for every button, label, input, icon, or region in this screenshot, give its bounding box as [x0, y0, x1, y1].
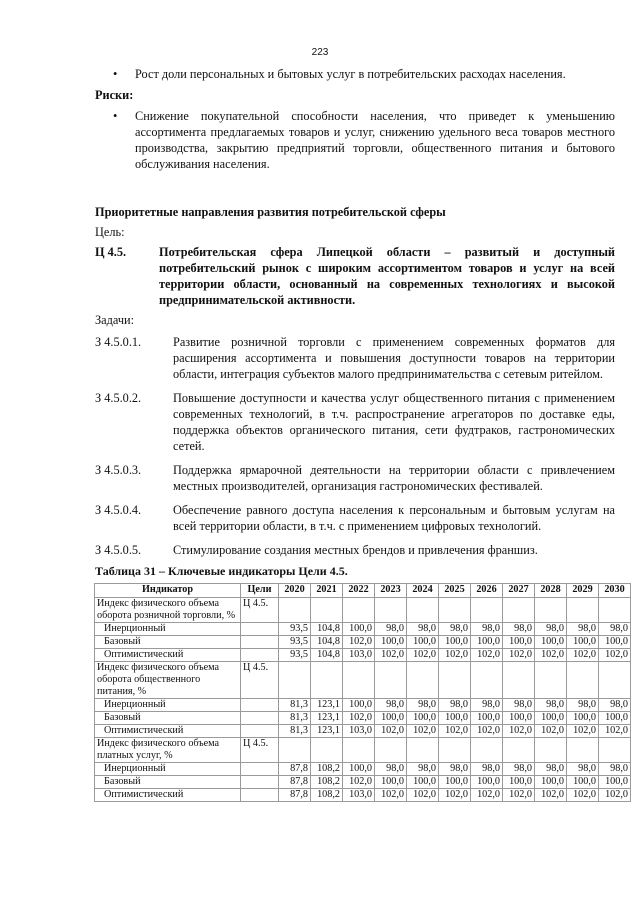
value-cell: 100,0: [407, 776, 439, 789]
task-code: З 4.5.0.3.: [95, 463, 142, 477]
value-cell: 81,3: [279, 725, 311, 738]
scenario-label: Оптимистический: [95, 649, 241, 662]
value-cell: 102,0: [407, 725, 439, 738]
value-cell: 98,0: [407, 763, 439, 776]
column-header: Индикатор: [95, 584, 241, 598]
value-cell: 102,0: [567, 649, 599, 662]
table-row: [95, 763, 631, 776]
indicators-table: [94, 583, 631, 802]
task-item: [95, 334, 615, 382]
value-cell: 103,0: [343, 649, 375, 662]
table-cell: [241, 763, 279, 776]
risks-heading: Риски:: [95, 88, 134, 102]
value-cell: 100,0: [599, 712, 631, 725]
table-cell: [241, 725, 279, 738]
table-cell: [535, 598, 567, 623]
table-cell: [567, 738, 599, 763]
page-number: 223: [311, 47, 329, 58]
value-cell: 102,0: [535, 649, 567, 662]
value-cell: 102,0: [439, 725, 471, 738]
value-cell: 98,0: [535, 699, 567, 712]
task-code: З 4.5.0.5.: [95, 543, 142, 557]
value-cell: 100,0: [567, 636, 599, 649]
scenario-label: Оптимистический: [95, 789, 241, 802]
scenario-label: Инерционный: [95, 623, 241, 636]
value-cell: 98,0: [439, 623, 471, 636]
value-cell: 102,0: [567, 789, 599, 802]
task-text: Повышение доступности и качества услуг общественного питания с применением современных технологий, в т.ч. распространение агрегаторов по доставке еды, поддержка объектов органического питания, сети фудтраков, гастрономических сетей.: [173, 391, 615, 453]
column-header: 2020: [279, 584, 311, 598]
table-header-row: [95, 584, 631, 598]
value-cell: 100,0: [503, 712, 535, 725]
table-cell: [241, 649, 279, 662]
table-cell: [535, 662, 567, 699]
table-cell: [375, 598, 407, 623]
value-cell: 102,0: [535, 789, 567, 802]
table-cell: [471, 598, 503, 623]
scenario-label: Базовый: [95, 776, 241, 789]
task-text: Обеспечение равного доступа населения к персональным и бытовым услугам на всей территории области, в т.ч. с применением цифровых технологий.: [173, 503, 615, 533]
column-header: Цели: [241, 584, 279, 598]
task-text: Развитие розничной торговли с применением современных форматов для расширения ассортимента и повышения доступности товаров на территории области, интеграция субъектов малого предпринимательства с сетевым ритейлом.: [173, 335, 615, 381]
value-cell: 123,1: [311, 699, 343, 712]
value-cell: 102,0: [471, 649, 503, 662]
indicator-goal: Ц 4.5.: [241, 662, 279, 699]
value-cell: 102,0: [343, 712, 375, 725]
table-cell: [241, 712, 279, 725]
table-cell: [439, 662, 471, 699]
value-cell: 100,0: [599, 636, 631, 649]
column-header: 2025: [439, 584, 471, 598]
value-cell: 102,0: [503, 725, 535, 738]
table-row: [95, 712, 631, 725]
table-cell: [375, 738, 407, 763]
value-cell: 98,0: [375, 699, 407, 712]
table-cell: [407, 662, 439, 699]
value-cell: 100,0: [535, 636, 567, 649]
task-code: З 4.5.0.4.: [95, 503, 142, 517]
value-cell: 108,2: [311, 776, 343, 789]
value-cell: 102,0: [407, 649, 439, 662]
value-cell: 123,1: [311, 725, 343, 738]
goal-block: [95, 244, 615, 308]
value-cell: 100,0: [535, 712, 567, 725]
section-heading: Приоритетные направления развития потребительской сферы: [95, 205, 446, 219]
value-cell: 102,0: [567, 725, 599, 738]
value-cell: 108,2: [311, 763, 343, 776]
column-header: 2023: [375, 584, 407, 598]
table-cell: [503, 598, 535, 623]
value-cell: 93,5: [279, 623, 311, 636]
value-cell: 100,0: [471, 636, 503, 649]
value-cell: 100,0: [343, 623, 375, 636]
value-cell: 102,0: [503, 649, 535, 662]
table-cell: [535, 738, 567, 763]
value-cell: 100,0: [567, 712, 599, 725]
value-cell: 98,0: [567, 699, 599, 712]
value-cell: 100,0: [503, 776, 535, 789]
value-cell: 98,0: [535, 623, 567, 636]
table-cell: [567, 662, 599, 699]
value-cell: 98,0: [599, 699, 631, 712]
value-cell: 100,0: [567, 776, 599, 789]
bullet-icon: •: [113, 67, 118, 81]
scenario-label: Базовый: [95, 712, 241, 725]
task-item: [95, 542, 615, 558]
value-cell: 100,0: [375, 636, 407, 649]
table-row: [95, 598, 631, 623]
value-cell: 103,0: [343, 725, 375, 738]
value-cell: 102,0: [471, 789, 503, 802]
value-cell: 102,0: [599, 789, 631, 802]
value-cell: 100,0: [343, 763, 375, 776]
indicator-name: Индекс физического объема оборота розничной торговли, %: [95, 598, 241, 623]
value-cell: 98,0: [503, 623, 535, 636]
column-header: 2024: [407, 584, 439, 598]
table-cell: [503, 662, 535, 699]
value-cell: 100,0: [343, 699, 375, 712]
value-cell: 102,0: [375, 789, 407, 802]
value-cell: 108,2: [311, 789, 343, 802]
value-cell: 98,0: [567, 623, 599, 636]
table-cell: [599, 662, 631, 699]
value-cell: 98,0: [503, 763, 535, 776]
value-cell: 100,0: [599, 776, 631, 789]
bullet-text: Рост доли персональных и бытовых услуг в потребительских расходах населения.: [135, 67, 566, 81]
column-header: 2030: [599, 584, 631, 598]
value-cell: 102,0: [599, 649, 631, 662]
value-cell: 87,8: [279, 763, 311, 776]
table-cell: [567, 598, 599, 623]
table-cell: [599, 738, 631, 763]
table-cell: [241, 776, 279, 789]
table-cell: [471, 662, 503, 699]
table-row: [95, 649, 631, 662]
table-cell: [439, 598, 471, 623]
table-cell: [241, 623, 279, 636]
value-cell: 102,0: [599, 725, 631, 738]
value-cell: 98,0: [503, 699, 535, 712]
table-cell: [279, 662, 311, 699]
table-cell: [311, 738, 343, 763]
table-cell: [279, 738, 311, 763]
value-cell: 100,0: [503, 636, 535, 649]
task-item: [95, 462, 615, 494]
value-cell: 100,0: [375, 776, 407, 789]
list-item: [95, 66, 615, 82]
table-row: [95, 662, 631, 699]
table-row: [95, 725, 631, 738]
value-cell: 100,0: [439, 712, 471, 725]
value-cell: 100,0: [471, 776, 503, 789]
table-cell: [407, 598, 439, 623]
value-cell: 81,3: [279, 712, 311, 725]
task-text: Поддержка ярмарочной деятельности на территории области с привлечением местных производителей, организация гастрономических фестивалей.: [173, 463, 615, 493]
table-cell: [343, 738, 375, 763]
value-cell: 93,5: [279, 636, 311, 649]
value-cell: 93,5: [279, 649, 311, 662]
table-row: [95, 623, 631, 636]
value-cell: 102,0: [535, 725, 567, 738]
value-cell: 102,0: [471, 725, 503, 738]
task-code: З 4.5.0.1.: [95, 335, 142, 349]
table-row: [95, 776, 631, 789]
column-header: 2026: [471, 584, 503, 598]
risks-list: [95, 108, 615, 172]
bullet-icon: •: [113, 109, 118, 123]
value-cell: 102,0: [375, 725, 407, 738]
table-cell: [503, 738, 535, 763]
value-cell: 98,0: [471, 763, 503, 776]
table-cell: [241, 789, 279, 802]
scenario-label: Инерционный: [95, 763, 241, 776]
tasks-label: Задачи:: [95, 313, 135, 327]
value-cell: 98,0: [439, 763, 471, 776]
column-header: 2022: [343, 584, 375, 598]
goal-code: Ц 4.5.: [95, 245, 127, 259]
table-cell: [471, 738, 503, 763]
scenario-label: Базовый: [95, 636, 241, 649]
value-cell: 100,0: [535, 776, 567, 789]
value-cell: 102,0: [503, 789, 535, 802]
table-cell: [343, 662, 375, 699]
value-cell: 98,0: [407, 623, 439, 636]
table-row: [95, 789, 631, 802]
table-cell: [375, 662, 407, 699]
value-cell: 123,1: [311, 712, 343, 725]
table-cell: [241, 636, 279, 649]
indicator-name: Индекс физического объема оборота общественного питания, %: [95, 662, 241, 699]
value-cell: 98,0: [375, 763, 407, 776]
risk-text: Снижение покупательной способности населения, что приведет к уменьшению ассортимента предлагаемых товаров и услуг, снижению удельного веса товаров местного производства, закрытию предприятий торговли, общественного питания и бытового обслуживания населения.: [135, 109, 615, 171]
value-cell: 98,0: [375, 623, 407, 636]
value-cell: 102,0: [407, 789, 439, 802]
table-cell: [439, 738, 471, 763]
value-cell: 100,0: [439, 636, 471, 649]
value-cell: 98,0: [535, 763, 567, 776]
goal-label: Цель:: [95, 225, 125, 239]
indicator-goal: Ц 4.5.: [241, 738, 279, 763]
top-bullet-list: [95, 66, 615, 82]
column-header: 2021: [311, 584, 343, 598]
table-cell: [311, 662, 343, 699]
value-cell: 87,8: [279, 776, 311, 789]
value-cell: 98,0: [471, 699, 503, 712]
list-item: [95, 108, 615, 172]
value-cell: 103,0: [343, 789, 375, 802]
column-header: 2028: [535, 584, 567, 598]
table-cell: [407, 738, 439, 763]
value-cell: 104,8: [311, 649, 343, 662]
table-cell: [279, 598, 311, 623]
task-item: [95, 390, 615, 454]
table-cell: [241, 699, 279, 712]
value-cell: 104,8: [311, 623, 343, 636]
task-code: З 4.5.0.2.: [95, 391, 142, 405]
value-cell: 98,0: [599, 623, 631, 636]
value-cell: 98,0: [599, 763, 631, 776]
value-cell: 100,0: [407, 636, 439, 649]
value-cell: 81,3: [279, 699, 311, 712]
column-header: 2027: [503, 584, 535, 598]
table-body: [95, 598, 631, 802]
value-cell: 98,0: [471, 623, 503, 636]
table-row: [95, 636, 631, 649]
value-cell: 102,0: [375, 649, 407, 662]
indicator-goal: Ц 4.5.: [241, 598, 279, 623]
scenario-label: Оптимистический: [95, 725, 241, 738]
tasks-list: [95, 334, 615, 566]
scenario-label: Инерционный: [95, 699, 241, 712]
table-cell: [599, 598, 631, 623]
value-cell: 102,0: [343, 636, 375, 649]
table-cell: [311, 598, 343, 623]
value-cell: 102,0: [439, 789, 471, 802]
value-cell: 98,0: [407, 699, 439, 712]
value-cell: 104,8: [311, 636, 343, 649]
value-cell: 100,0: [471, 712, 503, 725]
value-cell: 102,0: [439, 649, 471, 662]
task-text: Стимулирование создания местных брендов и привлечения франшиз.: [173, 543, 538, 557]
table-row: [95, 699, 631, 712]
value-cell: 100,0: [407, 712, 439, 725]
value-cell: 98,0: [439, 699, 471, 712]
indicator-name: Индекс физического объема платных услуг, %: [95, 738, 241, 763]
value-cell: 100,0: [375, 712, 407, 725]
value-cell: 102,0: [343, 776, 375, 789]
table-cell: [343, 598, 375, 623]
table-row: [95, 738, 631, 763]
goal-text: Потребительская сфера Липецкой области – развитый и доступный потребительский рынок с широким ассортиментом товаров и услуг на всей территории области, основанный на современных технологиях и высокой предпринимательской активности.: [159, 245, 615, 307]
column-header: 2029: [567, 584, 599, 598]
value-cell: 100,0: [439, 776, 471, 789]
value-cell: 98,0: [567, 763, 599, 776]
value-cell: 87,8: [279, 789, 311, 802]
table-caption: Таблица 31 – Ключевые индикаторы Цели 4.5.: [95, 564, 348, 578]
task-item: [95, 502, 615, 534]
